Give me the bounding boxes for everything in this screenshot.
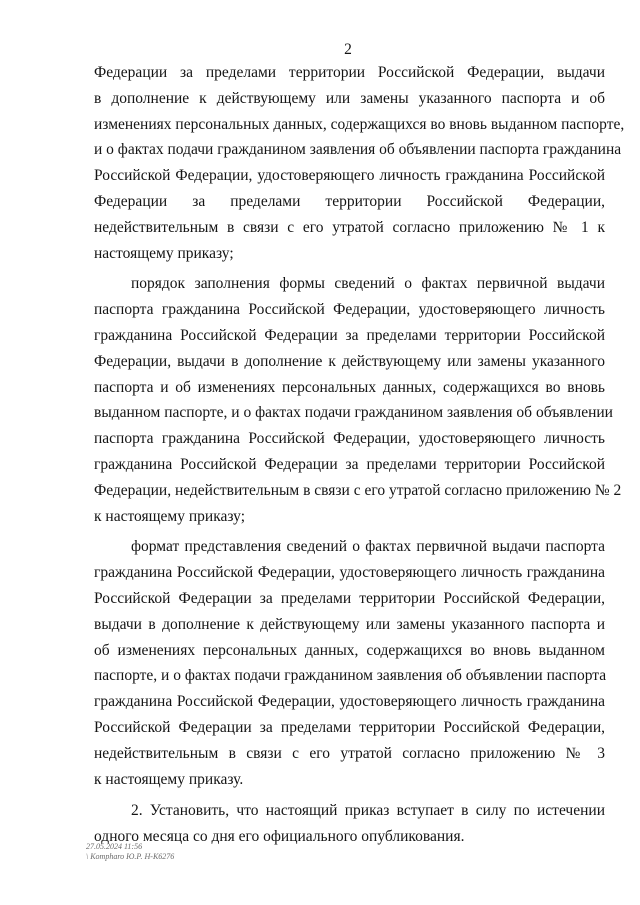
- text-line: изменениях персональных данных, содержащихся во вновь выданном паспорте,: [94, 115, 625, 133]
- text-line: к настоящему приказу;: [94, 507, 246, 525]
- text-line: Российской Федерации за пределами территории Российской Федерации,: [94, 718, 605, 736]
- text-line: Российской Федерации, удостоверяющего личность гражданина Российской: [94, 167, 605, 185]
- text-line: порядок заполнения формы сведений о фактах первичной выдачи: [131, 275, 605, 293]
- text-line: паспорта и об изменениях персональных данных, содержащихся во вновь: [94, 378, 605, 396]
- text-line: к настоящему приказу.: [94, 770, 244, 788]
- paragraph-continuation: [94, 60, 625, 266]
- text-line: выданном паспорте, и о фактах подачи гражданином заявления об объявлении: [94, 404, 613, 422]
- text-line: формат представления сведений о фактах первичной выдачи паспорта: [131, 538, 605, 556]
- paragraph-format: [94, 534, 605, 792]
- text-line: паспорте, и о фактах подачи гражданином заявления об объявлении паспорта: [94, 667, 607, 685]
- text-line: недействительным в связи с его утратой согласно приложению № 1 к: [94, 218, 605, 236]
- document-body: [94, 60, 625, 850]
- text-line: гражданина Российской Федерации за пределами территории Российской: [94, 326, 605, 344]
- text-line: выдачи в дополнение к действующему или замены указанного паспорта и: [94, 615, 605, 633]
- text-line: в дополнение к действующему или замены указанного паспорта и об: [94, 89, 605, 107]
- text-line: Федерации за пределами территории Российской Федерации,: [94, 192, 605, 210]
- text-line: Федерации, недействительным в связи с его утратой согласно приложению № 2: [94, 481, 622, 499]
- text-line: гражданина Российской Федерации, удостоверяющего личность гражданина: [94, 564, 605, 582]
- footer-timestamp: 27.05.2024 11:56: [86, 842, 143, 851]
- paragraph-procedure: [94, 271, 622, 529]
- text-line: Федерации, выдачи в дополнение к действующему или замены указанного: [94, 352, 605, 370]
- document-footer-stamp: [86, 842, 174, 862]
- page-number: 2: [344, 41, 352, 58]
- text-line: об изменениях персональных данных, содержащихся во вновь выданном: [94, 641, 605, 659]
- text-line: настоящему приказу;: [94, 244, 234, 262]
- text-line: Российской Федерации за пределами территории Российской Федерации,: [94, 589, 605, 607]
- text-line: Федерации за пределами территории Российской Федерации, выдачи: [94, 64, 605, 81]
- text-line: одного месяца со дня его официального опубликования.: [94, 828, 465, 846]
- text-line: гражданина Российской Федерации за пределами территории Российской: [94, 455, 605, 473]
- footer-author-ref: \ Kompharo Ю.Р. H-K6276: [86, 852, 175, 861]
- text-line: паспорта гражданина Российской Федерации, удостоверяющего личность: [94, 301, 605, 319]
- text-line: недействительным в связи с его утратой согласно приложению № 3: [94, 744, 605, 762]
- text-line: и о фактах подачи гражданином заявления об объявлении паспорта гражданина: [94, 141, 622, 159]
- text-line: гражданина Российской Федерации, удостоверяющего личность гражданина: [94, 693, 605, 711]
- text-line: 2. Установить, что настоящий приказ вступает в силу по истечении: [131, 802, 605, 820]
- text-line: паспорта гражданина Российской Федерации, удостоверяющего личность: [94, 430, 605, 448]
